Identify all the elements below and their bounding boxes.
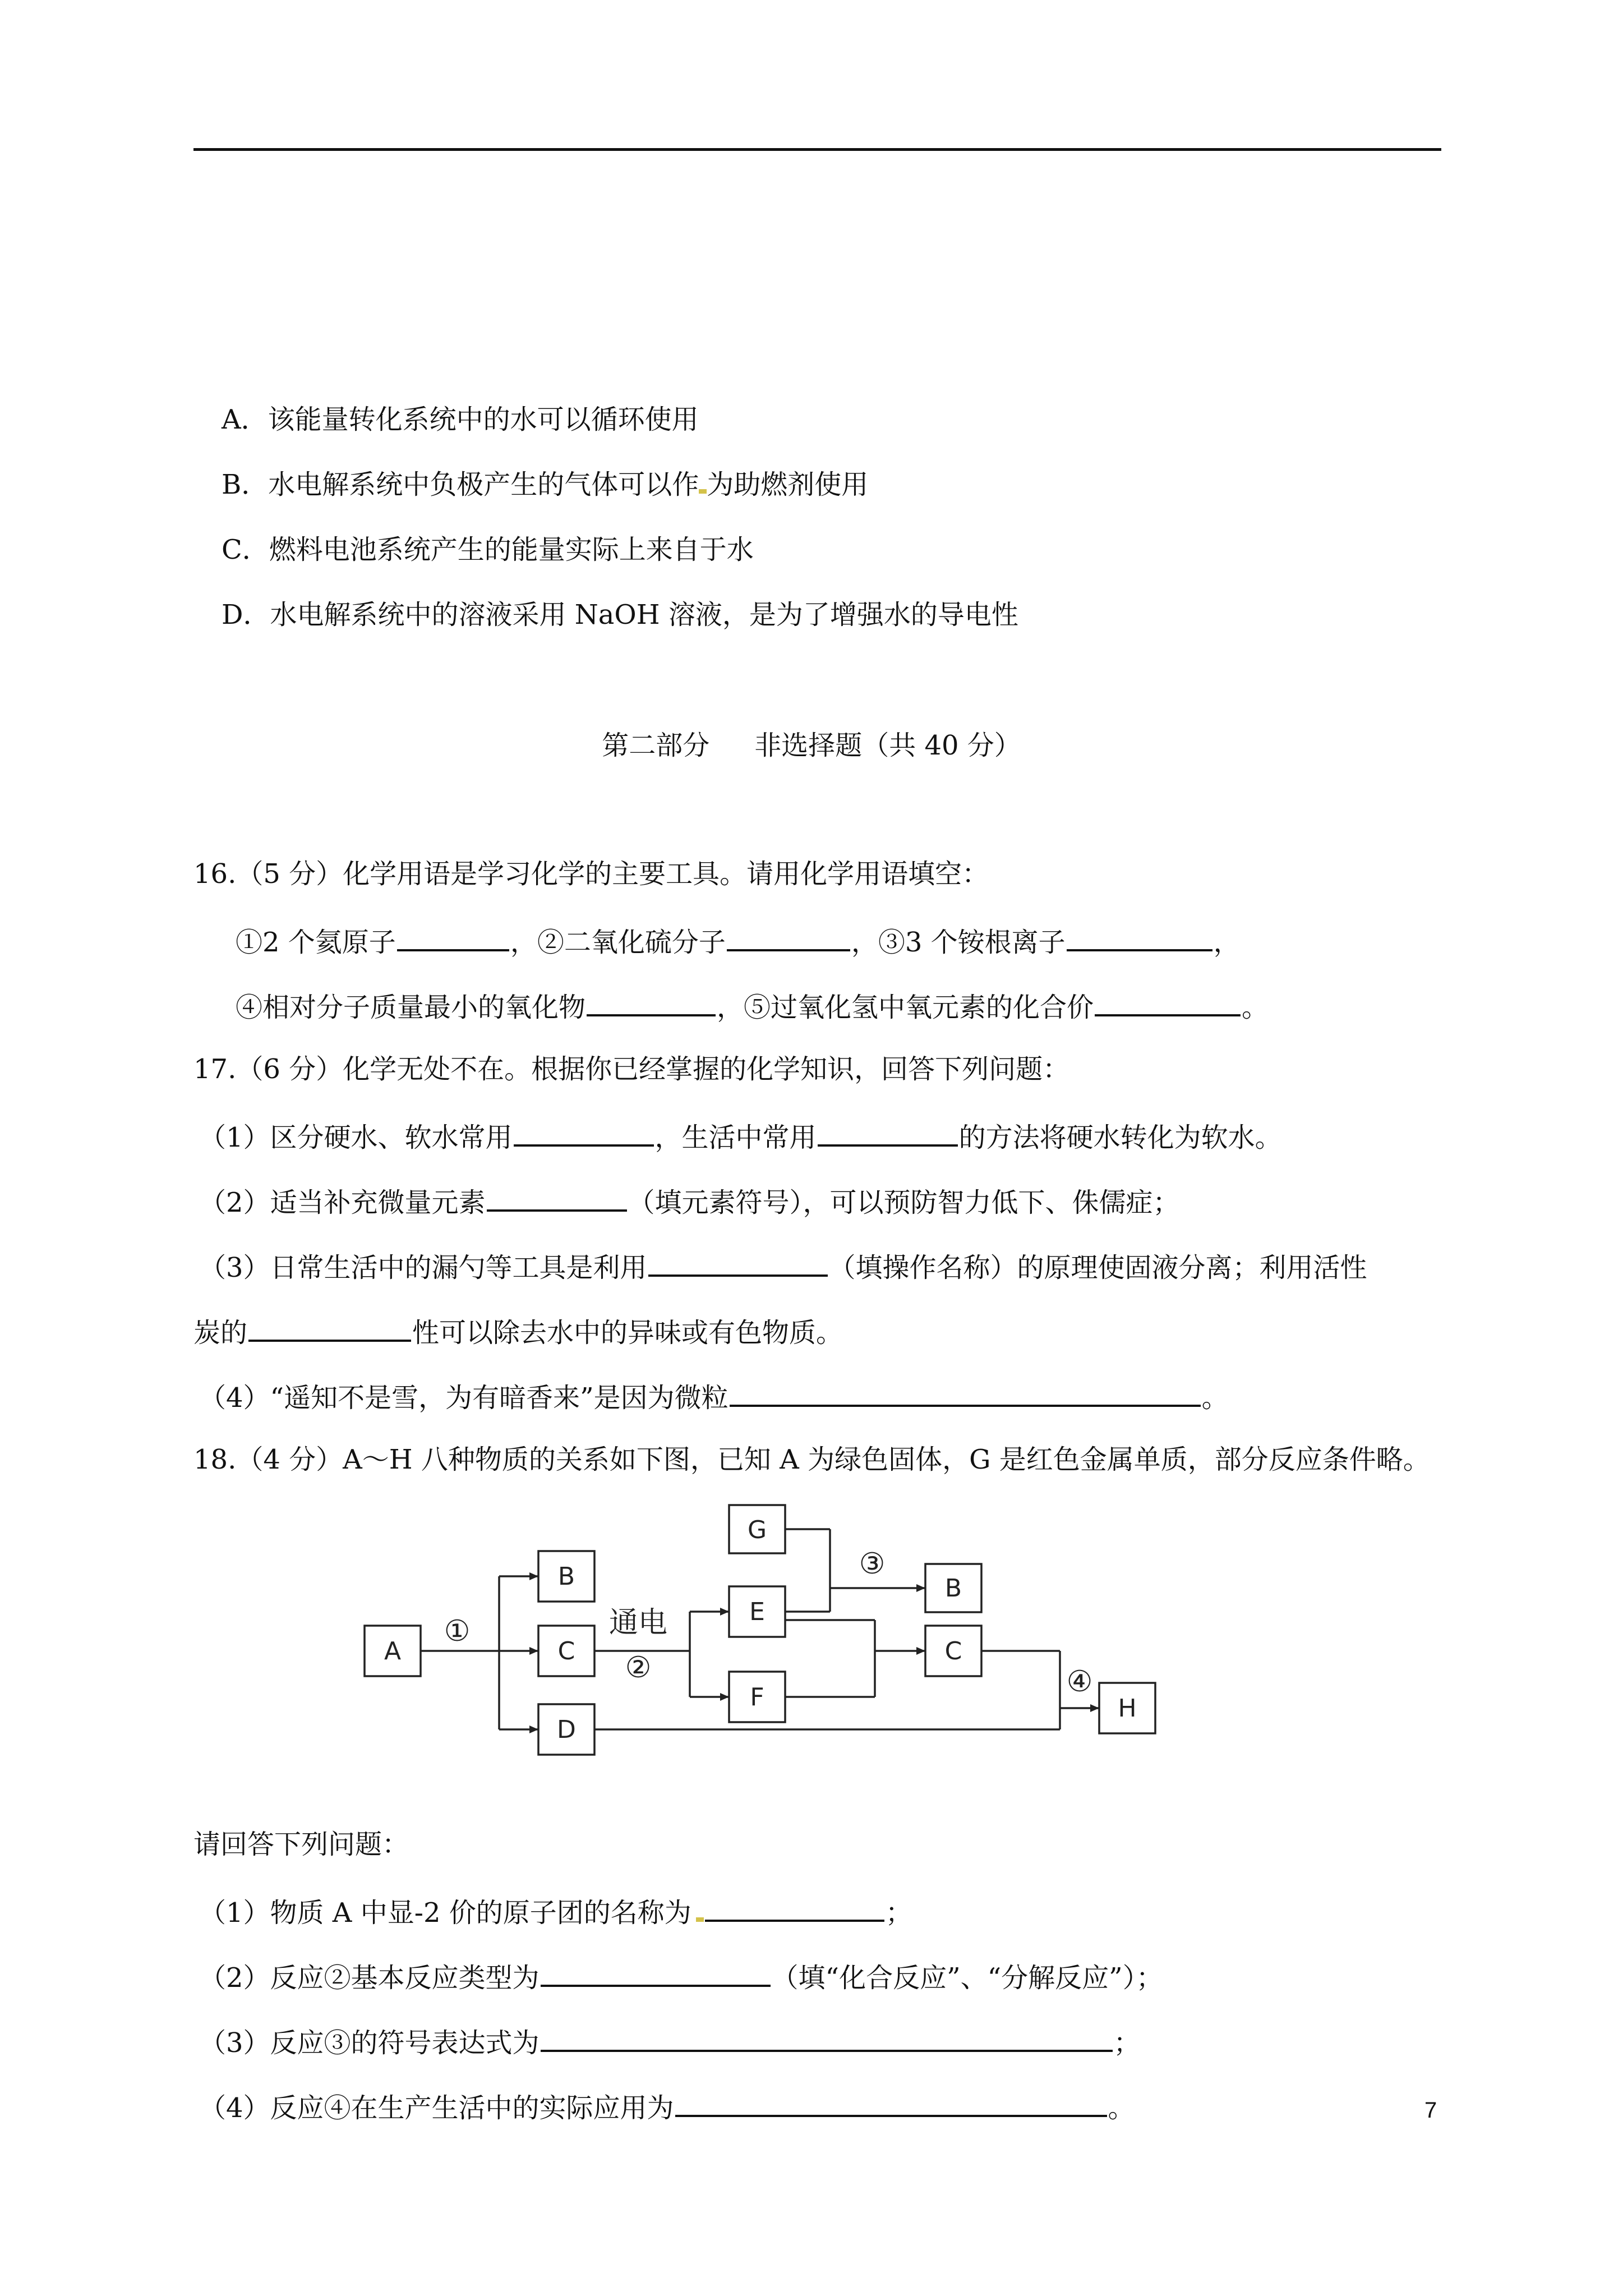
page-number: 7 — [1424, 2098, 1437, 2123]
q17-part3-cont — [193, 1312, 843, 1351]
q18-part3 — [199, 2022, 1141, 2061]
label-c1: C — [557, 1637, 575, 1665]
q18-p3b: ； — [1113, 2027, 1141, 2059]
answer-blank[interactable] — [248, 1312, 411, 1342]
q17-p3a: （3）日常生活中的漏勺等工具是利用 — [199, 1252, 647, 1283]
answer-blank[interactable] — [587, 986, 716, 1016]
option-b-text-2: 为助燃剂使用 — [707, 469, 869, 500]
q17-p1c: 的方法将硬水转化为软水。 — [958, 1122, 1282, 1153]
reaction-1-label: ① — [444, 1614, 471, 1648]
reaction-diagram — [353, 1481, 1172, 1761]
q17-part1 — [199, 1116, 1282, 1156]
answer-blank[interactable] — [397, 921, 509, 951]
answer-blank[interactable] — [514, 1116, 654, 1147]
q17-p1a: （1）区分硬水、软水常用 — [199, 1122, 513, 1153]
label-e: E — [749, 1598, 765, 1626]
yellow-mark — [696, 1917, 704, 1922]
option-d: D．水电解系统中的溶液采用 NaOH 溶液，是为了增强水的导电性 — [222, 599, 1018, 631]
q17-stem: 17.（6 分）化学无处不在。根据你已经掌握的化学知识，回答下列问题： — [193, 1053, 1070, 1085]
answer-blank[interactable] — [541, 1957, 771, 1987]
answer-blank[interactable] — [705, 1892, 884, 1922]
q16-end: 。 — [1242, 992, 1269, 1023]
q16-sep: ， — [1213, 927, 1241, 958]
q17-part2 — [199, 1181, 1180, 1221]
answer-blank[interactable] — [727, 921, 850, 951]
label-d: D — [557, 1715, 576, 1744]
q16-line1 — [236, 921, 1241, 960]
q16-item1: ①2 个氦原子 — [236, 927, 396, 958]
answer-blank[interactable] — [541, 2022, 1113, 2052]
answer-blank[interactable] — [487, 1181, 627, 1212]
option-a: A．该能量转化系统中的水可以循环使用 — [222, 404, 699, 435]
q16-item2: ，②二氧化硫分子 — [510, 927, 726, 958]
q17-p4b: 。 — [1201, 1382, 1229, 1414]
label-f: F — [750, 1683, 764, 1711]
reaction-4-label: ④ — [1066, 1665, 1093, 1699]
reaction-2-label: ② — [625, 1651, 652, 1685]
answer-blank[interactable] — [648, 1246, 828, 1277]
section-name: 非选择题（共 40 分） — [754, 730, 1021, 761]
section-title — [0, 724, 1623, 762]
header-rule — [193, 148, 1441, 151]
label-b2: B — [944, 1574, 962, 1603]
q17-p4a: （4）“遥知不是雪，为有暗香来”是因为微粒 — [199, 1382, 728, 1414]
label-h: H — [1118, 1694, 1137, 1723]
yellow-mark — [699, 489, 707, 494]
label-c2: C — [944, 1637, 962, 1665]
q16-item4: ④相对分子质量最小的氧化物 — [236, 992, 586, 1023]
q17-p3d: 性可以除去水中的异味或有色物质。 — [412, 1317, 843, 1349]
q18-p4b: 。 — [1108, 2092, 1135, 2124]
reaction-3-label: ③ — [859, 1547, 886, 1581]
q18-p4a: （4）反应④在生产生活中的实际应用为 — [199, 2092, 674, 2124]
q17-part3 — [199, 1246, 1367, 1286]
q17-p2b: （填元素符号），可以预防智力低下、侏儒症； — [628, 1187, 1180, 1218]
answer-blank[interactable] — [818, 1116, 958, 1147]
q18-stem: 18.（4 分）A～H 八种物质的关系如下图，已知 A 为绿色固体，G 是红色金属单质，部分反应条件略。 — [193, 1444, 1430, 1475]
answer-blank[interactable] — [730, 1377, 1201, 1407]
electrolysis-label: 通电 — [608, 1606, 668, 1640]
q16-item5: ，⑤过氧化氢中氧元素的化合价 — [717, 992, 1094, 1023]
answer-blank[interactable] — [675, 2087, 1107, 2117]
answer-blank[interactable] — [1095, 986, 1241, 1016]
q18-p2a: （2）反应②基本反应类型为 — [199, 1962, 540, 1994]
option-b — [222, 467, 868, 503]
q16-stem: 16.（5 分）化学用语是学习化学的主要工具。请用化学用语填空： — [193, 858, 989, 890]
q18-p1b: ； — [885, 1897, 912, 1929]
q17-p2a: （2）适当补充微量元素 — [199, 1187, 486, 1218]
q18-p2b: （填“化合反应”、“分解反应”）； — [771, 1962, 1163, 1994]
q16-line2 — [236, 986, 1269, 1025]
q17-p1b: ，生活中常用 — [654, 1122, 817, 1153]
answer-blank[interactable] — [1067, 921, 1212, 951]
q18-part1 — [199, 1892, 912, 1931]
q18-prompt: 请回答下列问题： — [193, 1829, 409, 1860]
q18-p1a: （1）物质 A 中显-2 价的原子团的名称为 — [199, 1897, 691, 1929]
q17-p3c: 炭的 — [193, 1317, 248, 1349]
label-b1: B — [557, 1562, 575, 1591]
q17-p3b: （填操作名称）的原理使固液分离；利用活性 — [828, 1252, 1367, 1283]
option-b-text-1: B．水电解系统中负极产生的气体可以作 — [222, 469, 699, 500]
section-part: 第二部分 — [602, 730, 710, 761]
label-g: G — [747, 1516, 767, 1544]
option-c: C．燃料电池系统产生的能量实际上来自于水 — [222, 534, 754, 565]
q17-part4 — [199, 1377, 1229, 1416]
q16-item3: ，③3 个铵根离子 — [851, 927, 1066, 958]
label-a: A — [384, 1637, 402, 1665]
q18-part4 — [199, 2087, 1135, 2126]
q18-p3a: （3）反应③的符号表达式为 — [199, 2027, 540, 2059]
q18-part2 — [199, 1957, 1163, 1996]
